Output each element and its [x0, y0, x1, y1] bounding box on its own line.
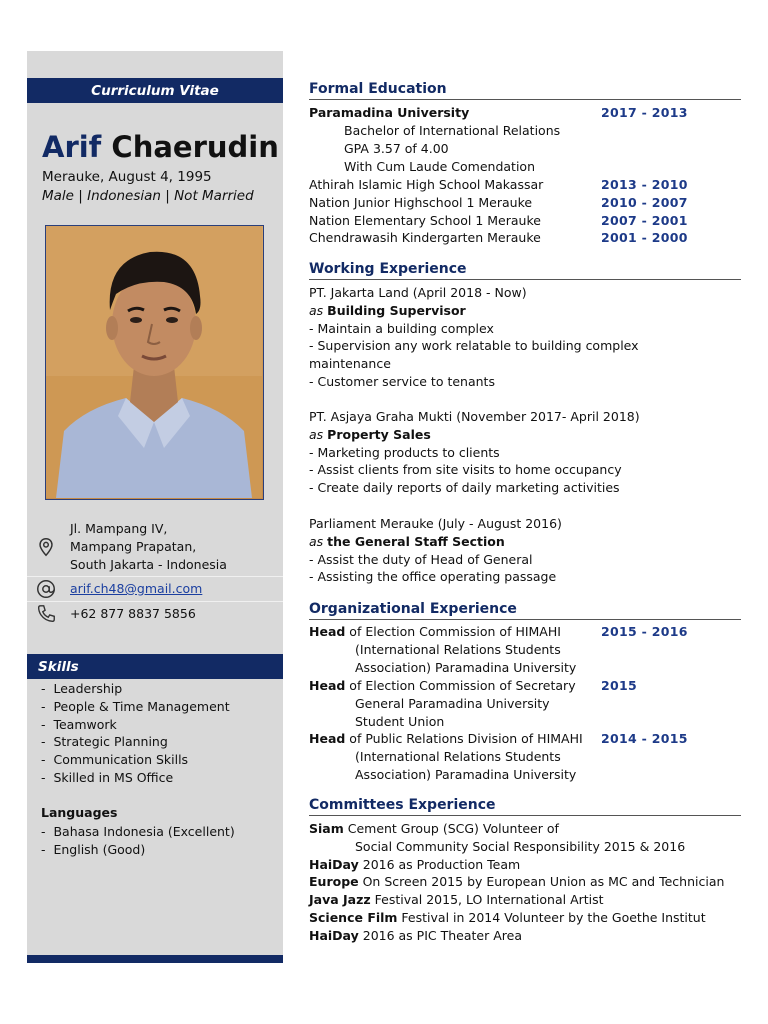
committees-heading: Committees Experience: [309, 797, 741, 816]
address-text: [70, 520, 227, 574]
school-name: Nation Elementary School 1 Merauke: [309, 213, 541, 228]
job-entry: [309, 284, 739, 391]
profile-info: Male | Indonesian | Not Married: [42, 188, 254, 204]
languages-title: Languages: [41, 805, 118, 820]
school-name: Nation Junior Highschool 1 Merauke: [309, 195, 533, 210]
job-task: - Create daily reports of daily marketing activities: [309, 480, 620, 496]
skills-banner: Skills: [27, 654, 283, 679]
committee-item: Europe On Screen 2015 by European Union as MC and Technician: [309, 874, 725, 890]
skill-item: - Teamwork: [41, 716, 117, 732]
last-name: Chaerudin: [111, 130, 279, 164]
job-task: maintenance: [309, 356, 391, 372]
org-line: General Paramadina University: [355, 695, 550, 711]
job-task: - Customer service to tenants: [309, 373, 495, 389]
address-line: Jl. Mampang IV,: [70, 521, 168, 536]
org-entry: [309, 677, 739, 730]
skill-item: - People & Time Management: [41, 698, 230, 714]
university-years: 2017 - 2013: [601, 105, 688, 120]
school-years: 2013 - 2010: [601, 177, 688, 192]
org-line: of Election Commission of Secretary: [345, 678, 576, 693]
person-name: [42, 130, 279, 164]
org-line: Association) Paramadina University: [355, 766, 577, 782]
job-role: the General Staff Section: [327, 533, 505, 549]
address-line: South Jakarta - Indonesia: [70, 557, 227, 572]
school-name: Athirah Islamic High School Makassar: [309, 177, 544, 192]
location-pin-icon: [35, 536, 57, 558]
job-entry: [309, 515, 739, 586]
school-years: 2010 - 2007: [601, 195, 688, 210]
org-head-label: Head: [309, 731, 346, 746]
portrait-illustration: [46, 226, 262, 498]
profile-photo: [45, 225, 264, 500]
job-company: PT. Asjaya Graha Mukti (November 2017- April 2018): [309, 409, 640, 424]
degree: Bachelor of International Relations: [344, 123, 561, 138]
job-company: Parliament Merauke (July - August 2016): [309, 516, 562, 531]
phone-icon: [35, 603, 57, 625]
org-years: 2015: [601, 678, 637, 693]
school-years: 2007 - 2001: [601, 213, 688, 228]
org-years: 2014 - 2015: [601, 731, 688, 746]
language-list: [41, 823, 235, 859]
job-role-line: as the General Staff Section: [309, 533, 505, 549]
job-task: - Assist the duty of Head of General: [309, 551, 533, 567]
birth-info: Merauke, August 4, 1995: [42, 169, 212, 185]
at-sign-icon: [35, 578, 57, 600]
skill-item: - Communication Skills: [41, 752, 189, 768]
school-years: 2001 - 2000: [601, 230, 688, 245]
phone-row: [27, 602, 283, 626]
committee-item: Java Jazz Festival 2015, LO International Artist: [309, 892, 604, 908]
work-heading: Working Experience: [309, 261, 741, 280]
job-task: - Assist clients from site visits to home occupancy: [309, 462, 622, 478]
sidebar-bottom-bar: [27, 955, 283, 963]
university-name: Paramadina University: [309, 105, 470, 120]
job-role-line: as Property Sales: [309, 426, 431, 442]
committee-item: Science Film Festival in 2014 Volunteer by the Goethe Institut: [309, 909, 706, 925]
address-line: Mampang Prapatan,: [70, 539, 197, 554]
committee-item: Siam Cement Group (SCG) Volunteer of: [309, 821, 559, 836]
org-head-label: Head: [309, 624, 346, 639]
job-entry: [309, 408, 739, 497]
cv-banner: Curriculum Vitae: [27, 78, 283, 103]
gpa: GPA 3.57 of 4.00: [344, 141, 449, 156]
job-role: Property Sales: [327, 426, 431, 442]
job-role: Building Supervisor: [327, 302, 466, 318]
org-line: of Election Commission of HIMAHI: [345, 624, 561, 639]
org-years: 2015 - 2016: [601, 624, 688, 639]
org-line: (International Relations Students: [355, 748, 561, 764]
language-item: - Bahasa Indonesia (Excellent): [41, 824, 235, 839]
job-task: - Maintain a building complex: [309, 320, 494, 336]
committee-item: HaiDay 2016 as PIC Theater Area: [309, 927, 522, 943]
honors: With Cum Laude Comendation: [344, 159, 536, 174]
job-task: - Marketing products to clients: [309, 444, 500, 460]
org-line: Association) Paramadina University: [355, 659, 577, 675]
job-company: PT. Jakarta Land (April 2018 - Now): [309, 285, 527, 300]
committee-list: [309, 820, 739, 945]
org-line: (International Relations Students: [355, 641, 561, 657]
job-task: - Assisting the office operating passage: [309, 569, 557, 585]
language-item: - English (Good): [41, 841, 146, 857]
address-row: [27, 520, 283, 576]
skill-list: [41, 680, 230, 787]
education-heading: Formal Education: [309, 81, 741, 100]
skill-item: - Leadership: [41, 681, 123, 696]
job-task: - Supervision any work relatable to building complex: [309, 338, 639, 354]
school-name: Chendrawasih Kindergarten Merauke: [309, 230, 541, 245]
first-name: Arif: [42, 130, 102, 164]
committee-item: Social Community Social Responsibility 2015 & 2016: [355, 838, 686, 854]
org-head-label: Head: [309, 678, 346, 693]
skill-item: - Strategic Planning: [41, 734, 168, 750]
org-line: Student Union: [355, 713, 445, 729]
org-line: of Public Relations Division of HIMAHI: [345, 731, 583, 746]
job-role-line: as Building Supervisor: [309, 302, 466, 318]
org-heading: Organizational Experience: [309, 601, 741, 620]
committee-item: HaiDay 2016 as Production Team: [309, 856, 521, 872]
email-row: [27, 577, 283, 601]
phone-number: +62 877 8837 5856: [70, 606, 196, 621]
email-link[interactable]: arif.ch48@gmail.com: [70, 581, 203, 596]
skill-item: - Skilled in MS Office: [41, 769, 174, 785]
